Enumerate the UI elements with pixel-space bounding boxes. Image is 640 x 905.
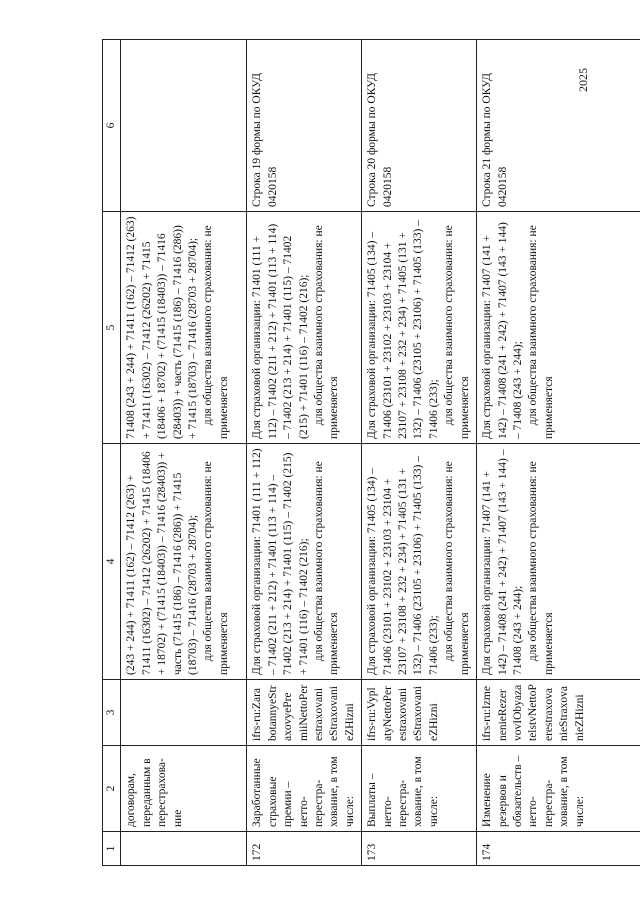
data-table (102, 39, 640, 866)
rotated-table-container (102, 40, 640, 866)
header-cell-1: 1 (103, 832, 121, 866)
indicator-name: Выплаты – нетто-перестра-хование, в том числе: (362, 746, 477, 832)
page-number: 2025 (576, 68, 590, 92)
calc-alt-cell (477, 212, 640, 444)
calc-alt-text: Для страховой организации: 71405 (134) – 71406 (23101 + 23102 + 23103 + 23104 + 23107 + 23108 + 232 + 234) + 71405 (131 + 132) – 71406 (23105 + 23106) + 71405 (133) – 71406 (233); (366, 220, 440, 439)
calc-rule-cell (247, 444, 362, 680)
header-row (103, 40, 121, 866)
calc-rule-cell (121, 444, 247, 680)
row-number (121, 832, 247, 866)
calc-alt-cell (121, 212, 247, 444)
row-number: 173 (362, 832, 477, 866)
header-cell-2: 2 (103, 746, 121, 832)
indicator-name: договорам, переданным в перестрахова-ние (121, 746, 247, 832)
row-number: 174 (477, 832, 640, 866)
calc-alt-note: для общества взаимного страхования: не применяется (313, 225, 341, 439)
okud-reference: Строка 19 формы по ОКУД 0420158 (247, 40, 362, 212)
calc-rule-note: для общества взаимного страхования: не применяется (313, 461, 341, 675)
element-code: ifrs-ru:ZarabotannyeStraxovyePremiiNettoPerestraxovanieStraxovanieZHizni (247, 680, 362, 746)
header-cell-5: 5 (103, 212, 121, 444)
header-cell-4: 4 (103, 444, 121, 680)
calc-alt-note: для общества взаимного страхования: не применяется (443, 225, 471, 439)
calc-rule-text: Для страховой организации: 71407 (141 + 142) – 71408 (241 + 242) + 71407 (143 + 144) – 71408 (243 + 244); (481, 449, 524, 675)
calc-alt-text: 71408 (243 + 244) + 71411 (162) – 71412 (263) + 71411 (16302) – 71412 (26202) + 71415 (18406 + 18702) + (71415 (18403)) – 71416 (28403)) + часть (71415 (186) – 71416 (286)) + 71415 (18703) – 71416 (28703 + 28704); (125, 216, 200, 439)
header-cell-3: 3 (103, 680, 121, 746)
indicator-name: Изменение резервов и обязательств – нетто-перестра-хование, в том числе: (477, 746, 640, 832)
calc-rule-cell (477, 444, 640, 680)
table-row (477, 40, 640, 866)
calc-alt-text: Для страховой организации: 71401 (111 + 112) – 71402 (211 + 212) + 71401 (113 + 114) – 71402 (213 + 214) + 71401 (115) – 71402 (215) + 71401 (116) – 71402 (216); (251, 223, 310, 439)
table-row (247, 40, 362, 866)
calc-rule-text: Для страховой организации: 71405 (134) – 71406 (23101 + 23102 + 23103 + 23104 + 23107 + 23108 + 232 + 234) + 71405 (131 + 132) – 71406 (23105 + 23106) + 71405 (133) – 71406 (233); (366, 456, 440, 675)
indicator-name: Заработанные страховые премии – нетто-перестра-хование, в том числе: (247, 746, 362, 832)
row-number: 172 (247, 832, 362, 866)
calc-rule-cell (362, 444, 477, 680)
table-row (362, 40, 477, 866)
calc-alt-text: Для страховой организации: 71407 (141 + 142) – 71408 (241 + 242) + 71407 (143 + 144) – 71408 (243 + 244); (481, 222, 524, 439)
calc-rule-text: (243 + 244) + 71411 (162) – 71412 (263) + 71411 (16302) – 71412 (26202) + 71415 (18406 + 18702) + (71415 (18403)) – 71416 (28403)) + часть (71415 (186) – 71416 (286)) + 71415 (18703) – 71416 (28703 + 28704); (125, 451, 200, 675)
element-code (121, 680, 247, 746)
okud-reference (121, 40, 247, 212)
element-code: ifrs-ru:VyplatyNettoPerestraxovanieStraxovanieZHizni (362, 680, 477, 746)
header-cell-6: 6 (103, 40, 121, 212)
calc-alt-cell (247, 212, 362, 444)
calc-rule-note: для общества взаимного страхования: не применяется (443, 461, 471, 675)
calc-rule-note: для общества взаимного страхования: не применяется (202, 461, 230, 675)
okud-reference: Строка 20 формы по ОКУД 0420158 (362, 40, 477, 212)
calc-alt-note: для общества взаимного страхования: не применяется (202, 225, 230, 439)
element-code: ifrs-ru:IzmenenieRezervovIObyazatelstvNettoPerestraxovanieStraxovanieZHizni (477, 680, 640, 746)
okud-reference: Строка 21 формы по ОКУД 0420158 (477, 40, 640, 212)
calc-rule-text: Для страховой организации: 71401 (111 + 112) – 71402 (211 + 212) + 71401 (113 + 114) – 71402 (213 + 214) + 71401 (115) – 71402 (215) + 71401 (116) – 71402 (216); (251, 448, 310, 675)
calc-alt-cell (362, 212, 477, 444)
table-row (121, 40, 247, 866)
calc-alt-note: для общества взаимного страхования: не применяется (527, 225, 555, 439)
calc-rule-note: для общества взаимного страхования: не применяется (527, 461, 555, 675)
